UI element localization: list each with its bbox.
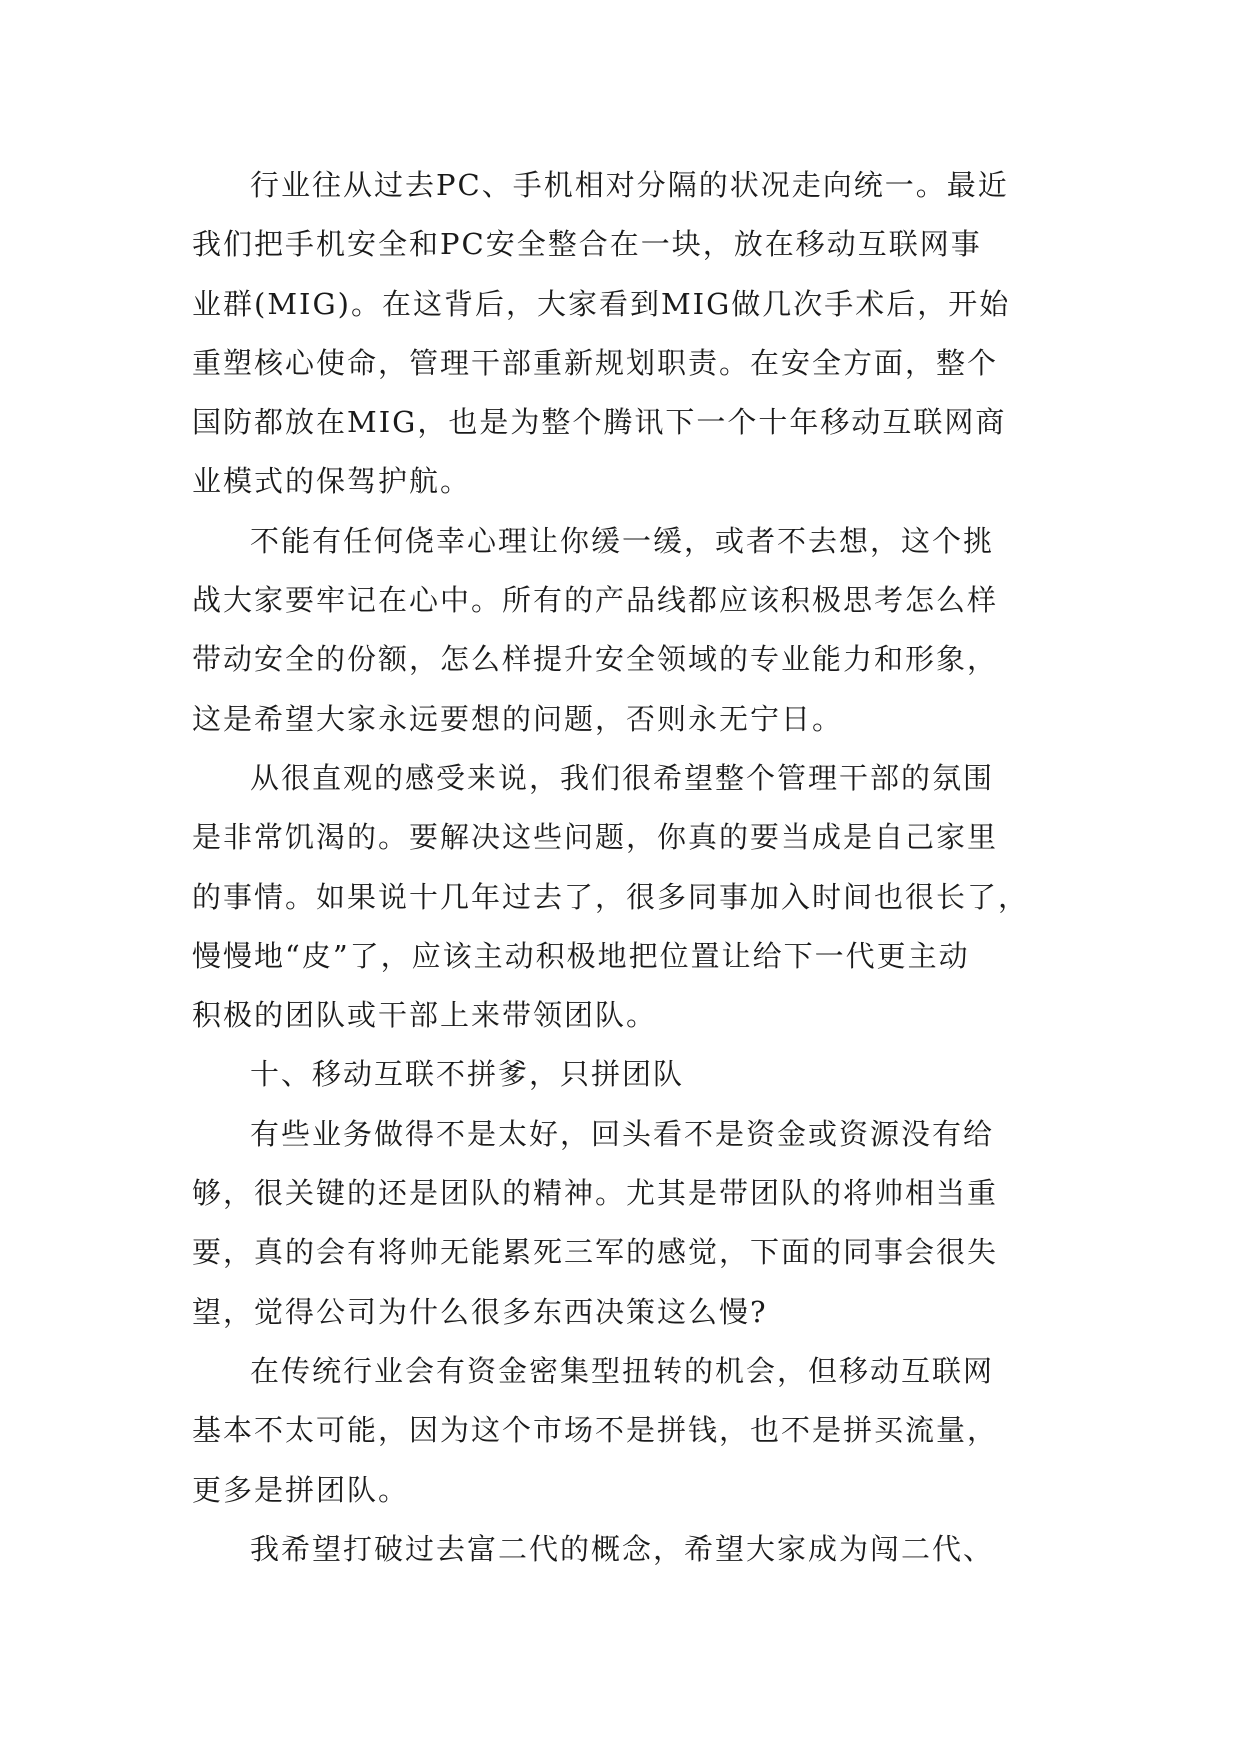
paragraph-second-generation: 我希望打破过去富二代的概念，希望大家成为闯二代、 bbox=[250, 1531, 995, 1566]
paragraph-traditional-industry: 在传统行业会有资金密集型扭转的机会，但移动互联网 基本不太可能，因为这个市场不是拼钱，也不是拼买流量， 更多是拼团队。 bbox=[192, 1353, 999, 1507]
section-heading-team: 十、移动互联不拼爹，只拼团队 bbox=[250, 1057, 685, 1092]
document-body bbox=[192, 156, 1060, 1579]
paragraph-no-luck: 不能有任何侥幸心理让你缓一缓，或者不去想，这个挑 战大家要牢记在心中。所有的产品线都应该积极思考怎么样 带动安全的份额，怎么样提升安全领域的专业能力和形象， 这是希望大家永远要想的问题，否则永无宁日。 bbox=[192, 523, 999, 736]
paragraph-team-spirit: 有些业务做得不是太好，回头看不是资金或资源没有给 够，很关键的还是团队的精神。尤其是带团队的将帅相当重 要，真的会有将帅无能累死三军的感觉，下面的同事会很失 望，觉得公司为什么很多东西决策这么慢? bbox=[192, 1116, 999, 1329]
paragraph-mig-security: 行业往从过去PC、手机相对分隔的状况走向统一。最近 我们把手机安全和PC安全整合在一块，放在移动互联网事 业群(MIG)。在这背后，大家看到MIG做几次手术后，开始 重塑核心使命，管理干部重新规划职责。在安全方面，整个 国防都放在MIG，也是为整个腾讯下一个十年移动互联网商 业模式的保驾护航。 bbox=[192, 168, 1011, 499]
paragraph-management-hunger: 从很直观的感受来说，我们很希望整个管理干部的氛围 是非常饥渴的。要解决这些问题，你真的要当成是自己家里 的事情。如果说十几年过去了，很多同事加入时间也很长了， 慢慢地“皮”了，应该主动积极地把位置让给下一代更主动 积极的团队或干部上来带领团队。 bbox=[192, 760, 1030, 1033]
